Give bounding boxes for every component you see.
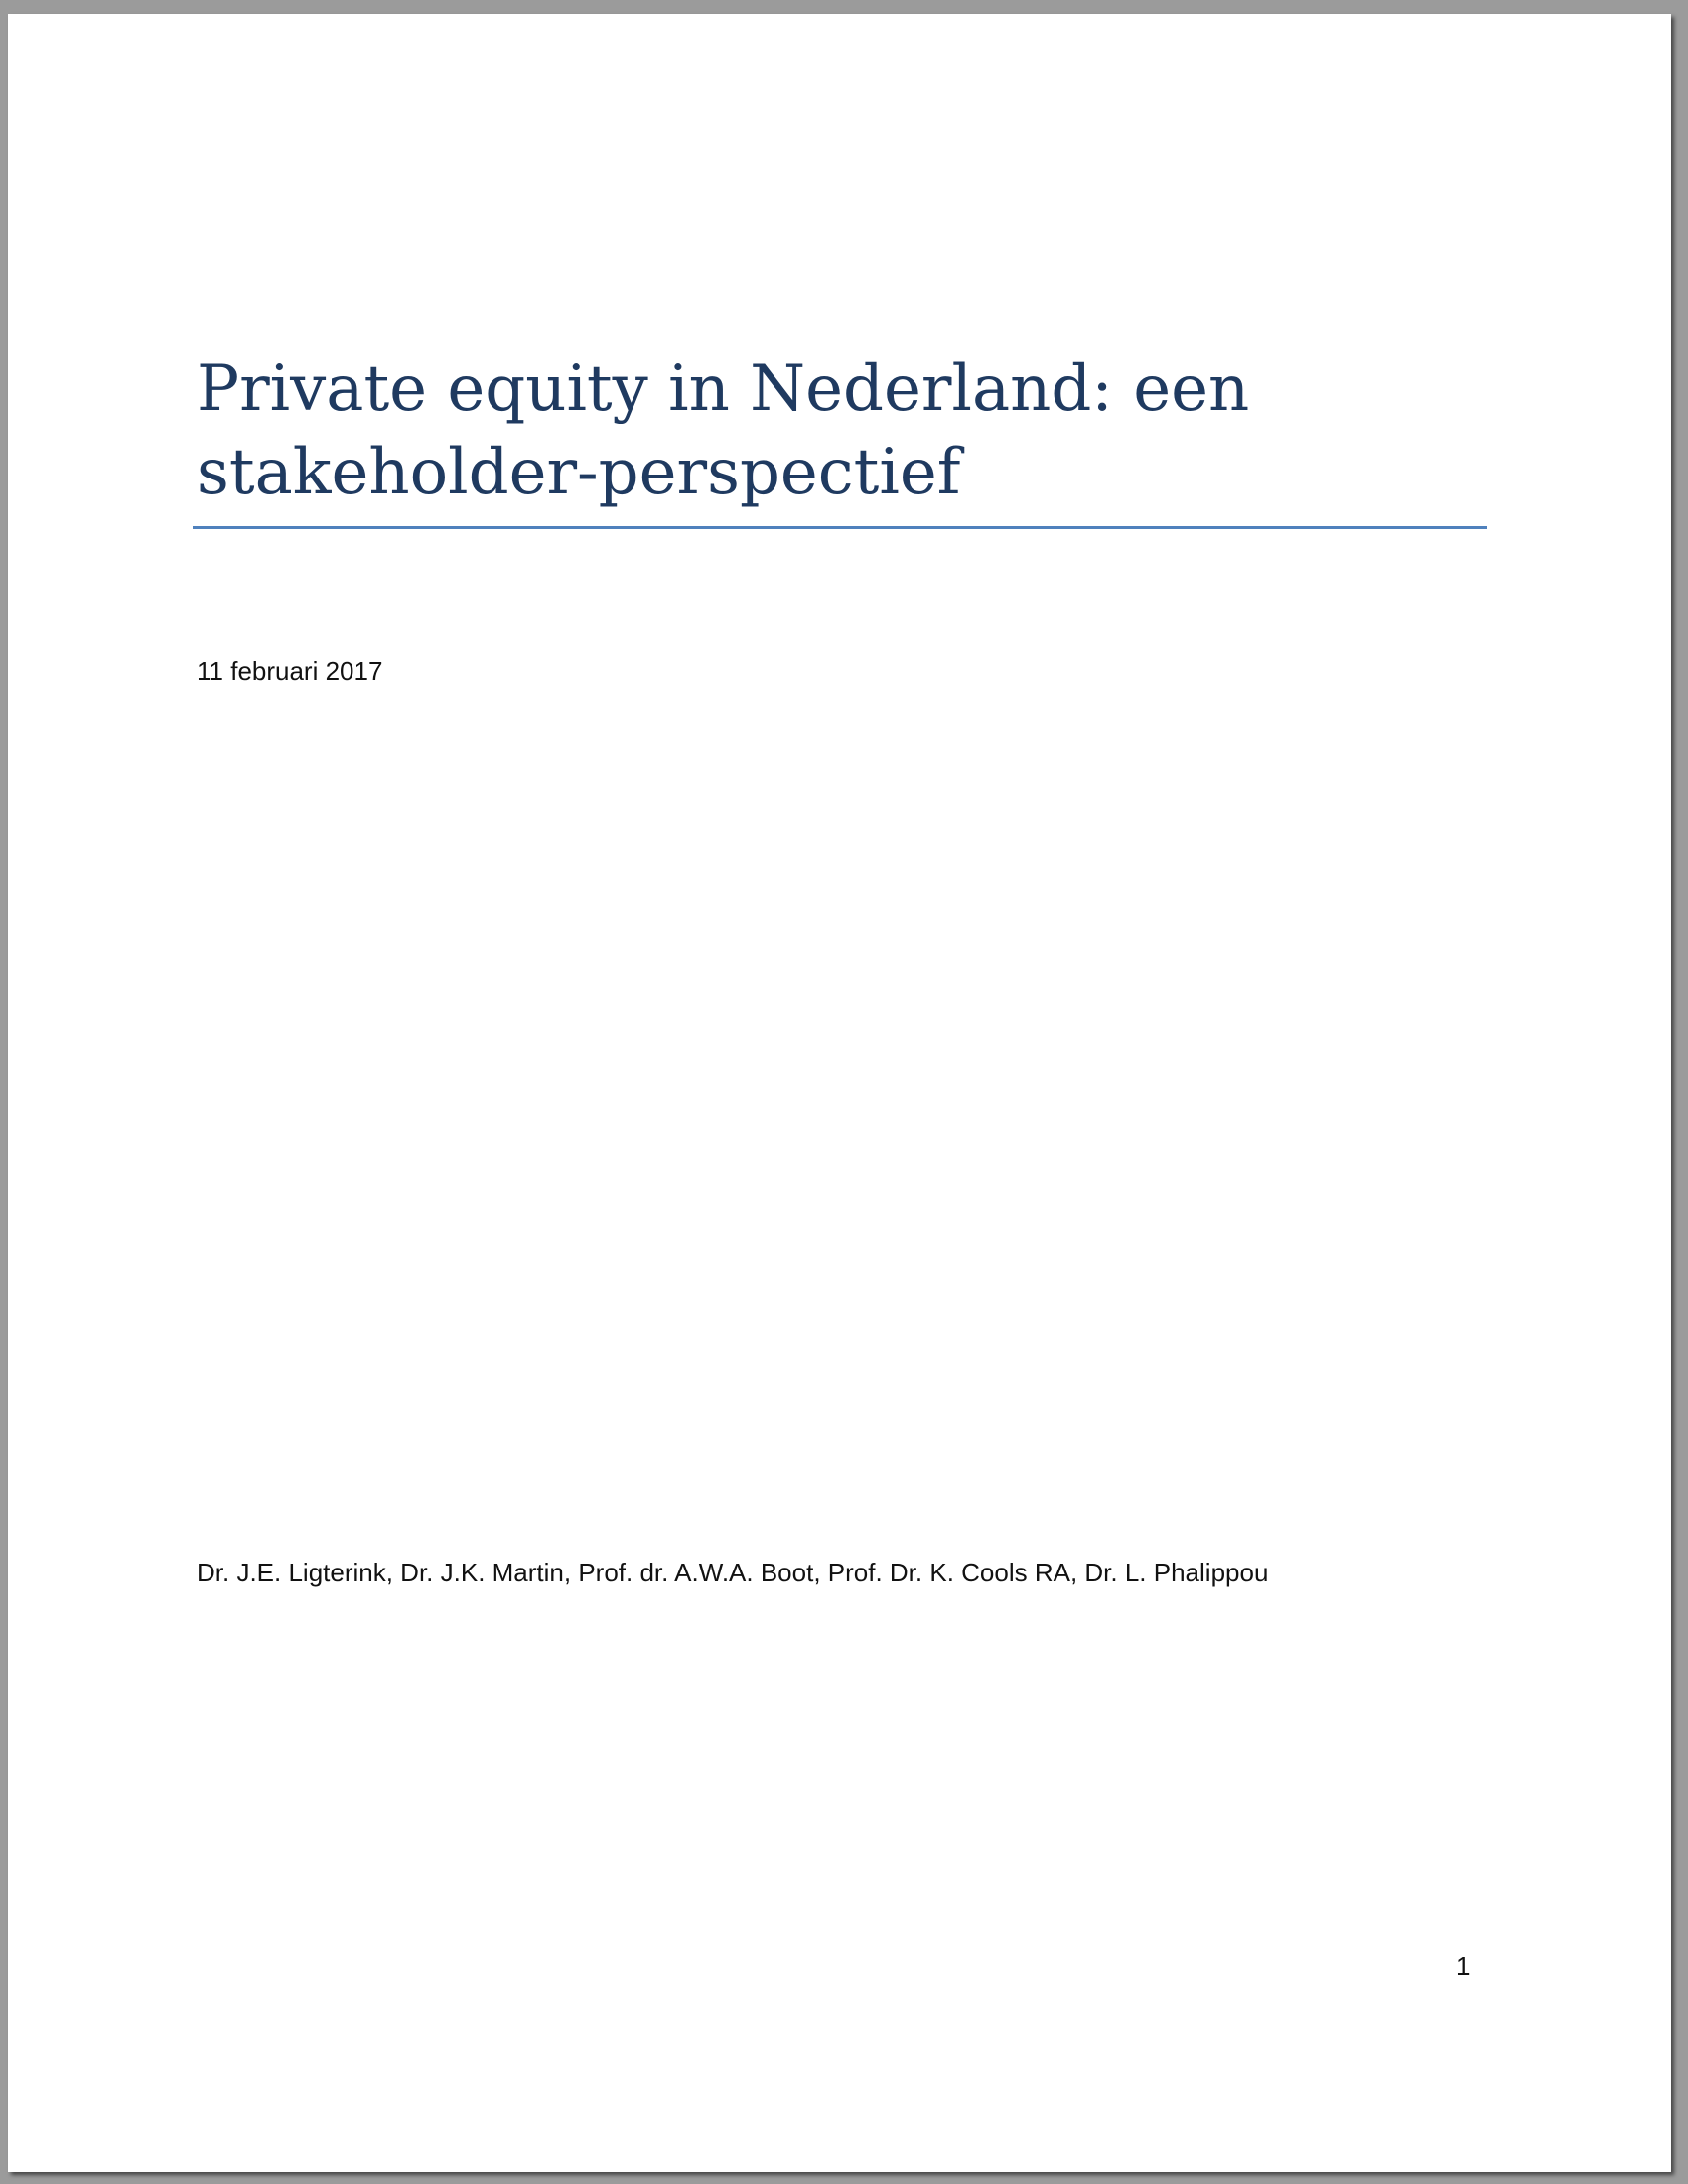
title-line-2: stakeholder-perspectief (197, 436, 961, 509)
page-number: 1 (1456, 1951, 1471, 1980)
document-title (197, 347, 1507, 514)
title-line-1: Private equity in Nederland: een (197, 352, 1250, 426)
author-list: Dr. J.E. Ligterink, Dr. J.K. Martin, Prof. dr. A.W.A. Boot, Prof. Dr. K. Cools RA, Dr. L. Phalippou (197, 1558, 1269, 1587)
document-page (8, 14, 1671, 2172)
title-underline-rule (193, 526, 1487, 529)
document-date: 11 februari 2017 (197, 656, 383, 686)
